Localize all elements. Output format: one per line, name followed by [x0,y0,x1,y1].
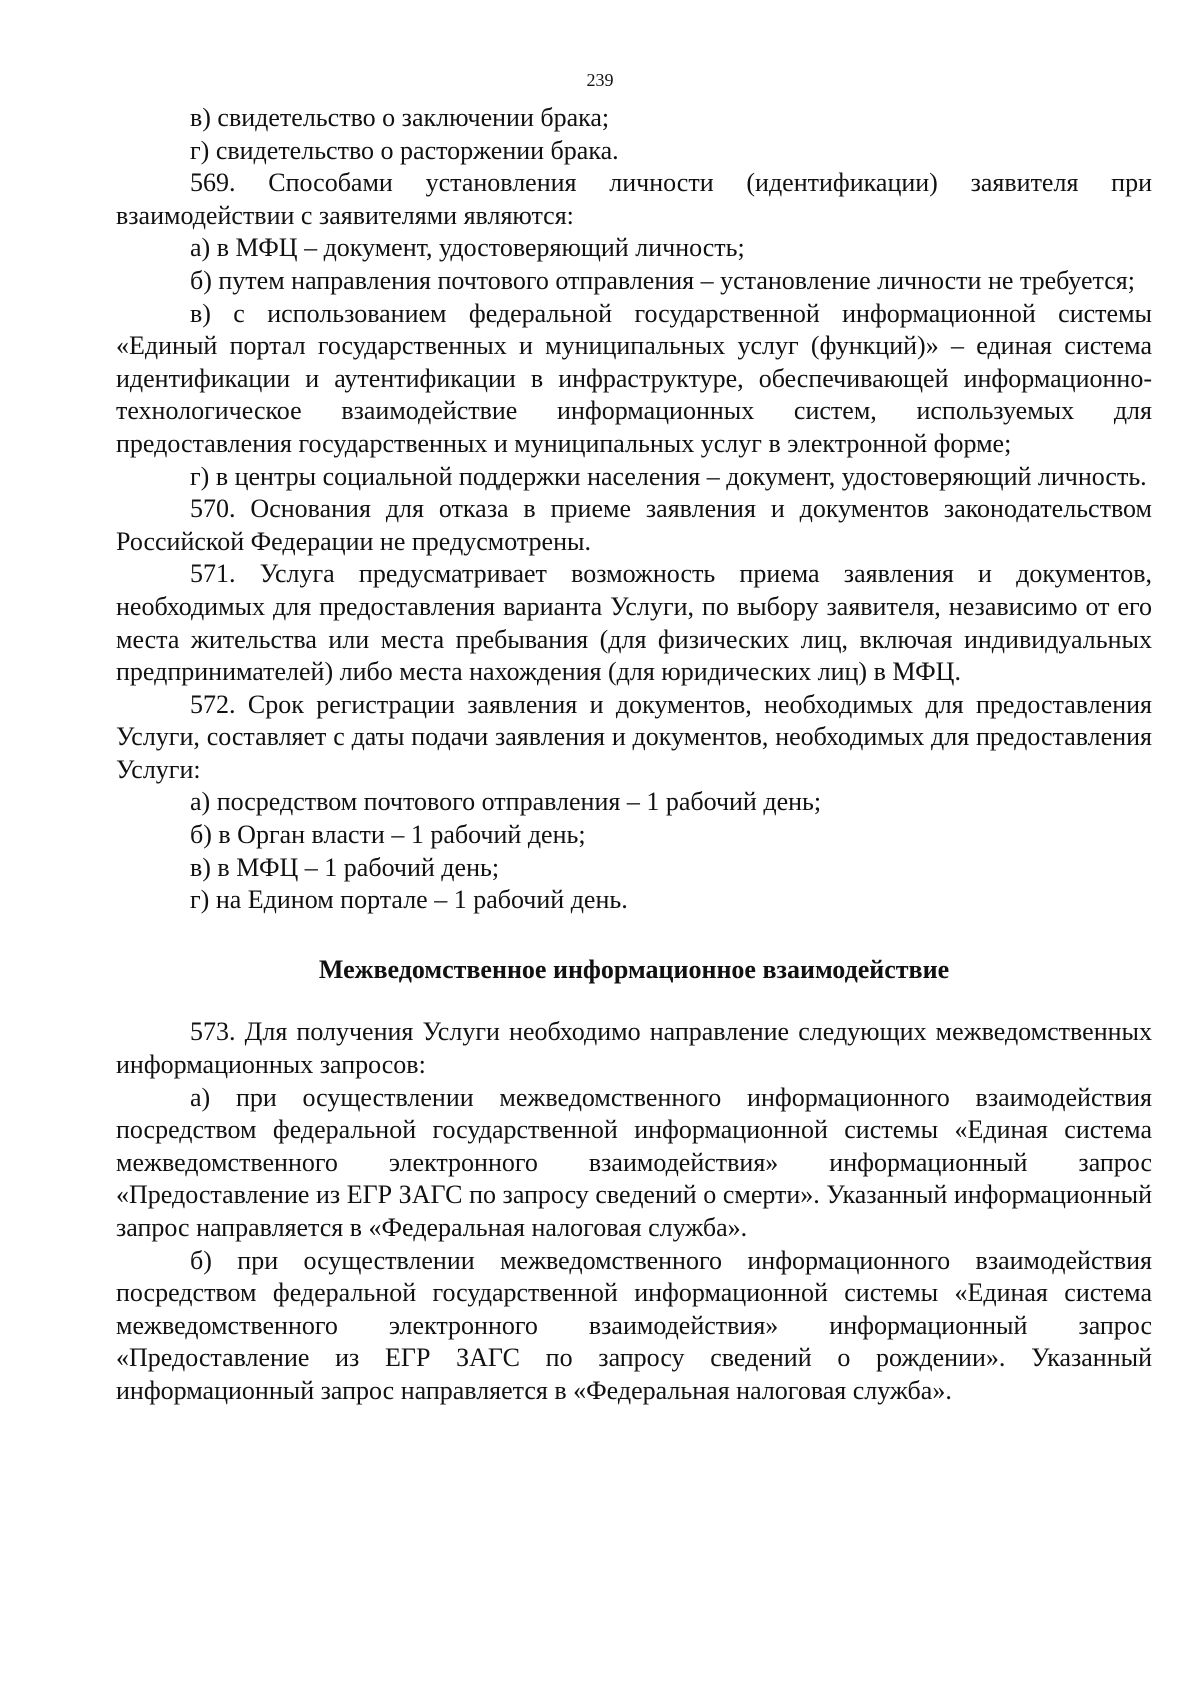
paragraph-572-b: б) в Орган власти – 1 рабочий день; [190,820,586,850]
paragraph-573-a: а) при осуществлении межведомственного информационного взаимодействия посредством федеральной государственной информационной системы «Единая система межведомственного электронного взаимодействия» информационный запрос «Предоставление из ЕГР ЗАГС по запросу сведений о смерти». Указанный информационный запрос направляется в «Федеральная налоговая служба». [116,1082,1152,1242]
section-heading: Межведомственное информационное взаимодействие [318,954,950,984]
paragraph-573: 573. Для получения Услуги необходимо направление следующих межведомственных информационных запросов: [116,1017,1152,1080]
paragraph-573-b: б) при осуществлении межведомственного информационного взаимодействия посредством федеральной государственной информационной системы «Единая система межведомственного электронного взаимодействия» информационный запрос «Предоставление из ЕГР ЗАГС по запросу сведений о рождении». Указанный информационный запрос направляется в «Федеральная налоговая служба». [116,1245,1152,1405]
paragraph-569: 569. Способами установления личности (идентификации) заявителя при взаимодействии с заявителями являются: [116,168,1152,230]
page-number: 239 [586,70,614,90]
paragraph-572-g: г) на Едином портале – 1 рабочий день. [190,885,628,915]
paragraph-570: 570. Основания для отказа в приеме заявления и документов законодательством Российской Федерации не предусмотрены. [116,494,1152,556]
paragraph-569-g: г) в центры социальной поддержки населения – документ, удостоверяющий личность. [190,461,1147,491]
paragraph-571: 571. Услуга предусматривает возможность приема заявления и документов, необходимых для предоставления варианта Услуги, по выбору заявителя, независимо от его места жительства или места пребывания (для физических лиц, включая индивидуальных предпринимателей) либо места нахождения (для юридических лиц) в МФЦ. [116,559,1152,687]
document-body [116,102,1152,1408]
paragraph-572: 572. Срок регистрации заявления и документов, необходимых для предоставления Услуги, составляет с даты подачи заявления и документов, необходимых для предоставления Услуги: [116,689,1152,784]
paragraph-item-v-marriage-certificate: в) свидетельство о заключении брака; [190,103,610,132]
paragraph-572-v: в) в МФЦ – 1 рабочий день; [190,852,500,882]
paragraph-569-a: а) в МФЦ – документ, удостоверяющий личность; [190,233,745,263]
paragraph-569-b: б) путем направления почтового отправления – установление личности не требуется; [190,265,1135,295]
paragraph-item-g-divorce-certificate: г) свидетельство о расторжении брака. [190,135,619,165]
paragraph-569-v: в) с использованием федеральной государственной информационной системы «Единый портал государственных и муниципальных услуг (функций)» – единая система идентификации и аутентификации в инфраструктуре, обеспечивающей информационно-технологическое взаимодействие информационных систем, используемых для предоставления государственных и муниципальных услуг в электронной форме; [116,298,1152,458]
paragraph-572-a: а) посредством почтового отправления – 1 рабочий день; [190,787,822,817]
